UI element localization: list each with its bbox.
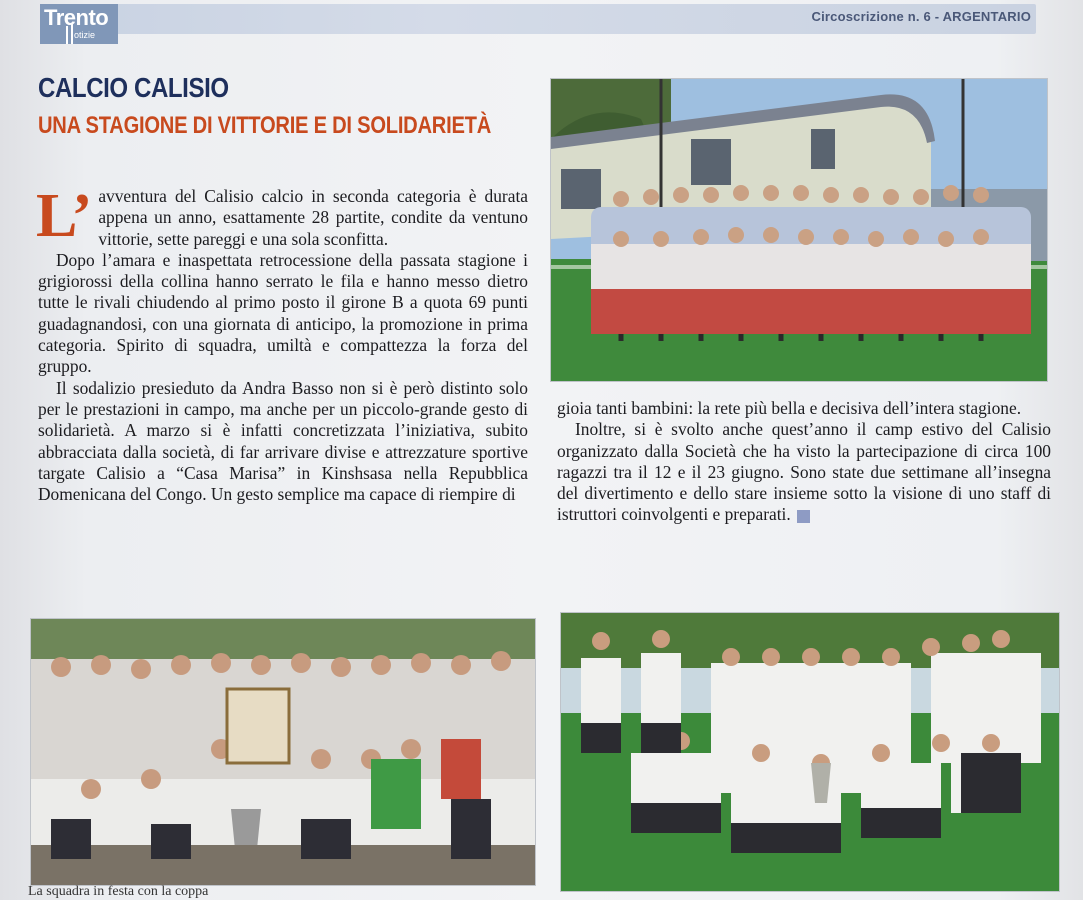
paragraph-5-text: Inoltre, si è svolto anche quest’anno il camp estivo del Calisio organizzato dalla Società che ha visto la partecipazione di circa 100 ragazzi tra il 12 e il 23 giugno. Sono state due settimane all’insegna del divertimento e dello stare insieme sotto la visione di uno staff di istruttori coinvolgenti e preparati. [557, 419, 1051, 525]
paragraph-5 [557, 419, 1051, 525]
paragraph-2: Dopo l’amara e inaspettata retrocessione della passata stagione i grigiorossi della collina hanno serrato le fila e hanno messo dietro tutte le rivali chiudendo al primo posto il girone B a quota 69 punti guadagnandosi, con una giornata di anticipo, la promozione in prima categoria. Spirito di squadra, umiltà e compattezza la forza del gruppo. [38, 249, 528, 377]
photo-caption: La squadra in festa con la coppa [28, 884, 209, 899]
right-column-text [557, 398, 1051, 526]
circoscrizione-label: Circoscrizione n. 6 - ARGENTARIO [811, 9, 1031, 24]
team-celebration-photo [30, 618, 536, 886]
logo-title: Trento [44, 5, 109, 30]
drop-cap: L’ [36, 182, 93, 250]
left-column-text [36, 182, 528, 505]
paragraph-1 [36, 182, 528, 250]
logo-n-mark-icon [66, 22, 76, 44]
paragraph-4: gioia tanti bambini: la rete più bella e decisiva dell’intera stagione. [557, 398, 1022, 418]
article-subtitle: UNA STAGIONE DI VITTORIE E DI SOLIDARIETÀ [38, 112, 492, 139]
trento-notizie-logo [40, 4, 118, 44]
article-title: CALCIO CALISIO [38, 72, 229, 103]
team-photo-clubhouse [550, 78, 1048, 382]
end-of-article-icon [797, 510, 810, 523]
paragraph-1-text: avventura del Calisio calcio in seconda categoria è durata appena un anno, esattamente 28 partite, condite da ventuno vittorie, sette pareggi e una sola sconfitta. [98, 186, 528, 249]
summer-camp-photo [560, 612, 1060, 892]
paragraph-3: Il sodalizio presieduto da Andra Basso non si è però distinto solo per le prestazioni in campo, ma anche per un piccolo-grande gesto di solidarietà. A marzo si è infatti concretizzata l’iniziativa, subito abbracciata dalla società, di far arrivare divise e attrezzature sportive targate Calisio a “Casa Marisa” in Kinshsasa nella Repubblica Domenicana del Congo. Un gesto semplice ma capace di riempire di [38, 377, 528, 505]
logo-subtitle: otizie [74, 30, 96, 40]
